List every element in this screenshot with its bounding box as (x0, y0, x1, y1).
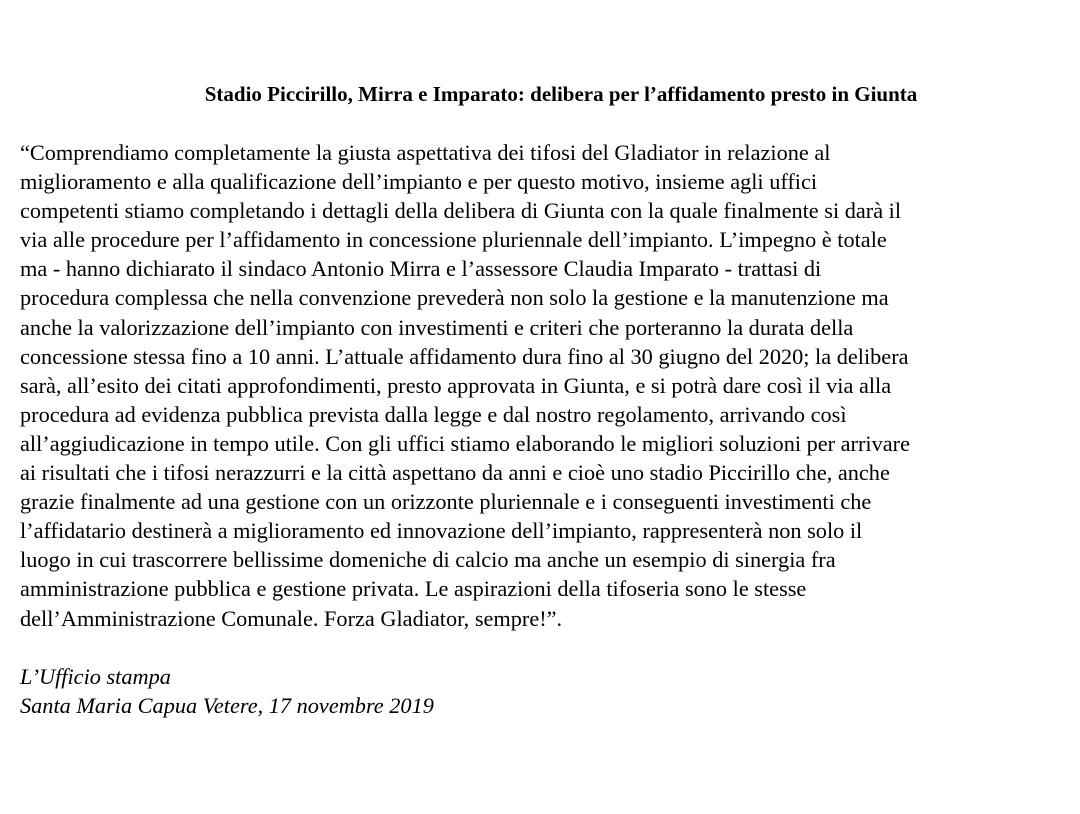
signature-place-date: Santa Maria Capua Vetere, 17 novembre 2019 (20, 692, 434, 718)
signature-office: L’Ufficio stampa (20, 663, 171, 689)
press-release-body (20, 138, 1072, 633)
press-release-page (20, 80, 1072, 720)
body-line: anche la valorizzazione dell’impianto con investimenti e criteri che porteranno la durata della (20, 314, 854, 340)
body-line: miglioramento e alla qualificazione dell’impianto e per questo motivo, insieme agli uffici (20, 169, 818, 195)
body-line: procedura ad evidenza pubblica prevista dalla legge e dal nostro regolamento, arrivando così (20, 401, 847, 427)
press-release-title: Stadio Piccirillo, Mirra e Imparato: delibera per l’affidamento presto in Giunta (204, 82, 918, 106)
body-line: ma - hanno dichiarato il sindaco Antonio Mirra e l’assessore Claudia Imparato - trattasi di (20, 256, 822, 282)
body-line: via alle procedure per l’affidamento in concessione pluriennale dell’impianto. L’impegno è totale (20, 227, 887, 253)
body-line: amministrazione pubblica e gestione privata. Le aspirazioni della tifoseria sono le stesse (20, 576, 807, 602)
body-line: procedura complessa che nella convenzione prevederà non solo la gestione e la manutenzione ma (20, 285, 889, 311)
body-line: concessione stessa fino a 10 anni. L’attuale affidamento dura fino al 30 giugno del 2020; la delibera (20, 343, 909, 369)
signature-block (20, 662, 1072, 720)
body-line: grazie finalmente ad una gestione con un orizzonte pluriennale e i conseguenti investimenti che (20, 489, 872, 515)
body-line: all’aggiudicazione in tempo utile. Con gli uffici stiamo elaborando le migliori soluzioni per arrivare (20, 430, 910, 456)
body-line: sarà, all’esito dei citati approfondimenti, presto approvata in Giunta, e si potrà dare così il via alla (20, 372, 892, 398)
body-line: “Comprendiamo completamente la giusta aspettativa dei tifosi del Gladiator in relazione al (20, 140, 831, 165)
body-line: l’affidatario destinerà a miglioramento ed innovazione dell’impianto, rappresenterà non solo il (20, 518, 863, 544)
body-line: competenti stiamo completando i dettagli della delibera di Giunta con la quale finalmente si darà il (20, 198, 902, 224)
body-line: ai risultati che i tifosi nerazzurri e la città aspettano da anni e cioè uno stadio Piccirillo che, anche (20, 460, 890, 486)
body-line: dell’Amministrazione Comunale. Forza Gladiator, sempre!”. (20, 605, 563, 631)
body-line: luogo in cui trascorrere bellissime domeniche di calcio ma anche un esempio di sinergia fra (20, 547, 836, 573)
